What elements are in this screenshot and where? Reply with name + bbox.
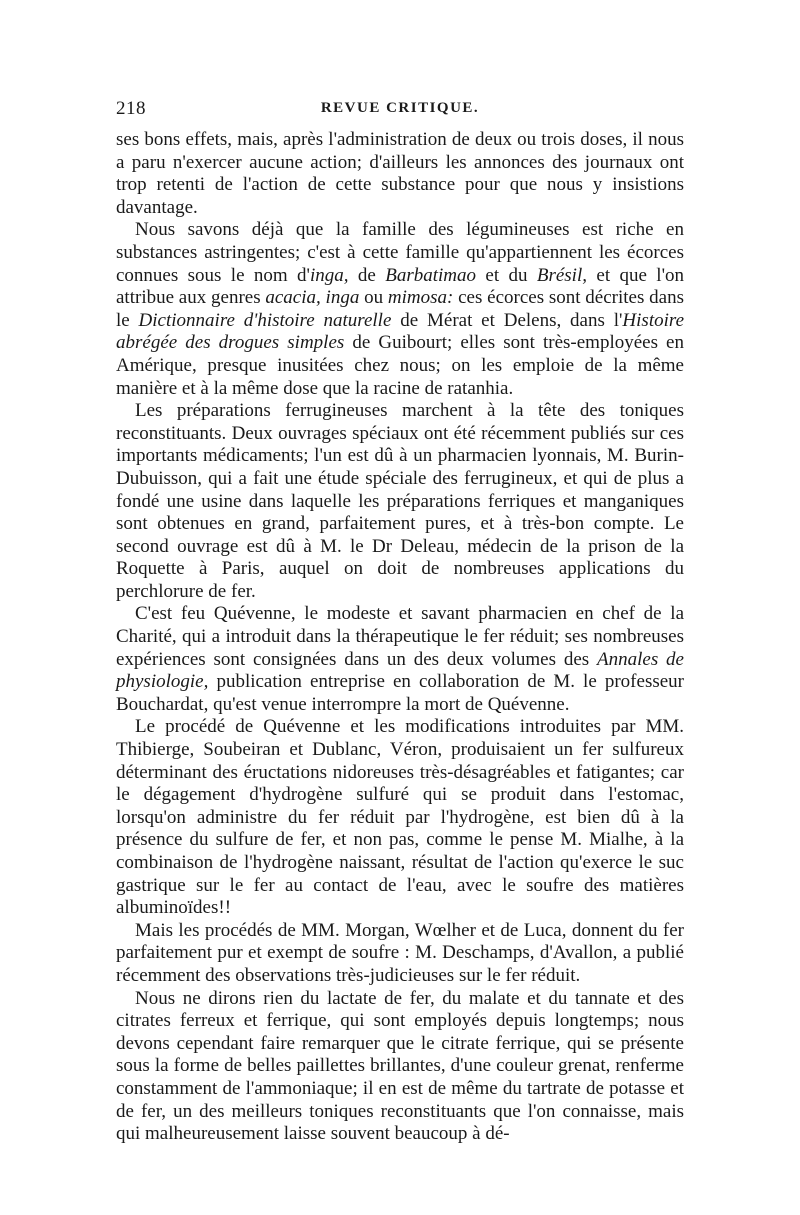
paragraph: [116, 219, 684, 400]
paragraph: [116, 603, 684, 716]
text-run: ou: [359, 287, 388, 309]
italic-text: Brésil,: [536, 264, 587, 286]
paragraph: [116, 400, 684, 603]
italic-text: Dictionnaire d'histoire naturelle: [138, 309, 392, 331]
paragraph: [116, 716, 684, 919]
paragraph: [116, 988, 684, 1146]
text-run: de Guibourt; elles sont très-employées en Amérique, presque inusitées chez nous; on les emploie de la même manière et à la même dose que la racine de ratanhia.: [116, 332, 684, 399]
paragraph: [116, 129, 684, 219]
italic-text: Barbatimao: [385, 264, 476, 286]
text-run: Les préparations ferrugineuses marchent à la tête des toniques reconstituants. Deux ouvrages spéciaux ont été récemment publiés sur ces importants médicaments; l'un est dû à un pharmacien lyonnais, M. Burin-Dubuisson, qui a fait une étude spéciale des ferrugineux, et qui de plus a fondé une usine dans laquelle les préparations ferriques et manganiques sont obtenues en grand, parfaitement pures, et à très-bon compte. Le second ouvrage est dû à M. le Dr Deleau, médecin de la prison de la Roquette à Paris, auquel on doit de nombreuses applications du perchlorure de fer.: [116, 400, 684, 602]
text-run: de Mérat et Delens, dans l': [391, 309, 623, 331]
page-header: [116, 98, 684, 128]
text-run: Nous ne dirons rien du lactate de fer, du malate et du tannate et des citrates ferreux et ferrique, qui sont employés depuis longtemps; nous devons cependant faire remarquer que le citrate ferrique, qui se présente sous la forme de belles paillettes brillantes, d'une couleur grenat, renferme constamment de l'ammoniaque; il en est de même du tartrate de potasse et de fer, un des meilleurs toniques reconstituants que l'on connaisse, mais qui malheureusement laisse souvent beaucoup à dé-: [116, 987, 684, 1145]
text-run: publication entreprise en collaboration de M. le professeur Bouchardat, qu'est venue interrompre la mort de Quévenne.: [116, 671, 684, 715]
italic-text: mimosa:: [387, 287, 454, 309]
paragraph: [116, 920, 684, 988]
running-title: REVUE CRITIQUE.: [320, 100, 480, 116]
text-run: et que l'on attribue aux genres: [116, 264, 684, 309]
text-run: et du: [476, 264, 537, 286]
text-run: Nous savons déjà que la famille des légumineuses est riche en substances astringentes; c'est à cette famille qu'appartiennent les écorces connues sous le nom d': [116, 219, 684, 286]
text-run: de: [348, 264, 386, 286]
italic-text: inga,: [309, 264, 349, 286]
body-text: [116, 129, 684, 1146]
text-run: Le procédé de Quévenne et les modifications introduites par MM. Thibierge, Soubeiran et Dublanc, Véron, produisaient un fer sulfureux déterminant des éructations nidoreuses très-désagréables et fatigantes; car le dégagement d'hydrogène sulfuré qui se produit dans l'estomac, lorsqu'on administre du fer réduit par l'hydrogène, est bien dû à la présence du sulfure de fer, et non pas, comme le pense M. Mialhe, à la combinaison de l'hydrogène naissant, résultat de l'action qu'exerce le suc gastrique sur le fer au contact de l'eau, avec le soufre des matières albuminoïdes!!: [116, 716, 684, 919]
italic-text: Histoire abrégée des drogues simples: [116, 309, 684, 354]
page-number: 218: [116, 98, 146, 119]
italic-text: acacia, inga: [265, 287, 360, 309]
text-run: C'est feu Quévenne, le modeste et savant pharmacien en chef de la Charité, qui a introduit dans la thérapeutique le fer réduit; ses nombreuses expériences sont consignées dans un des deux volumes des: [116, 603, 684, 670]
text-run: ces écorces sont décrites dans le: [116, 287, 684, 331]
italic-text: Annales de physiologie,: [116, 648, 684, 693]
text-run: ses bons effets, mais, après l'administration de deux ou trois doses, il nous a paru n'exercer aucune action; d'ailleurs les annonces des journaux ont trop retenti de l'action de cette substance pour que nous y insistions davantage.: [116, 129, 684, 218]
text-run: Mais les procédés de MM. Morgan, Wœlher et de Luca, donnent du fer parfaitement pur et exempt de soufre : M. Deschamps, d'Avallon, a publié récemment des observations très-judicieuses sur le fer réduit.: [116, 919, 684, 986]
